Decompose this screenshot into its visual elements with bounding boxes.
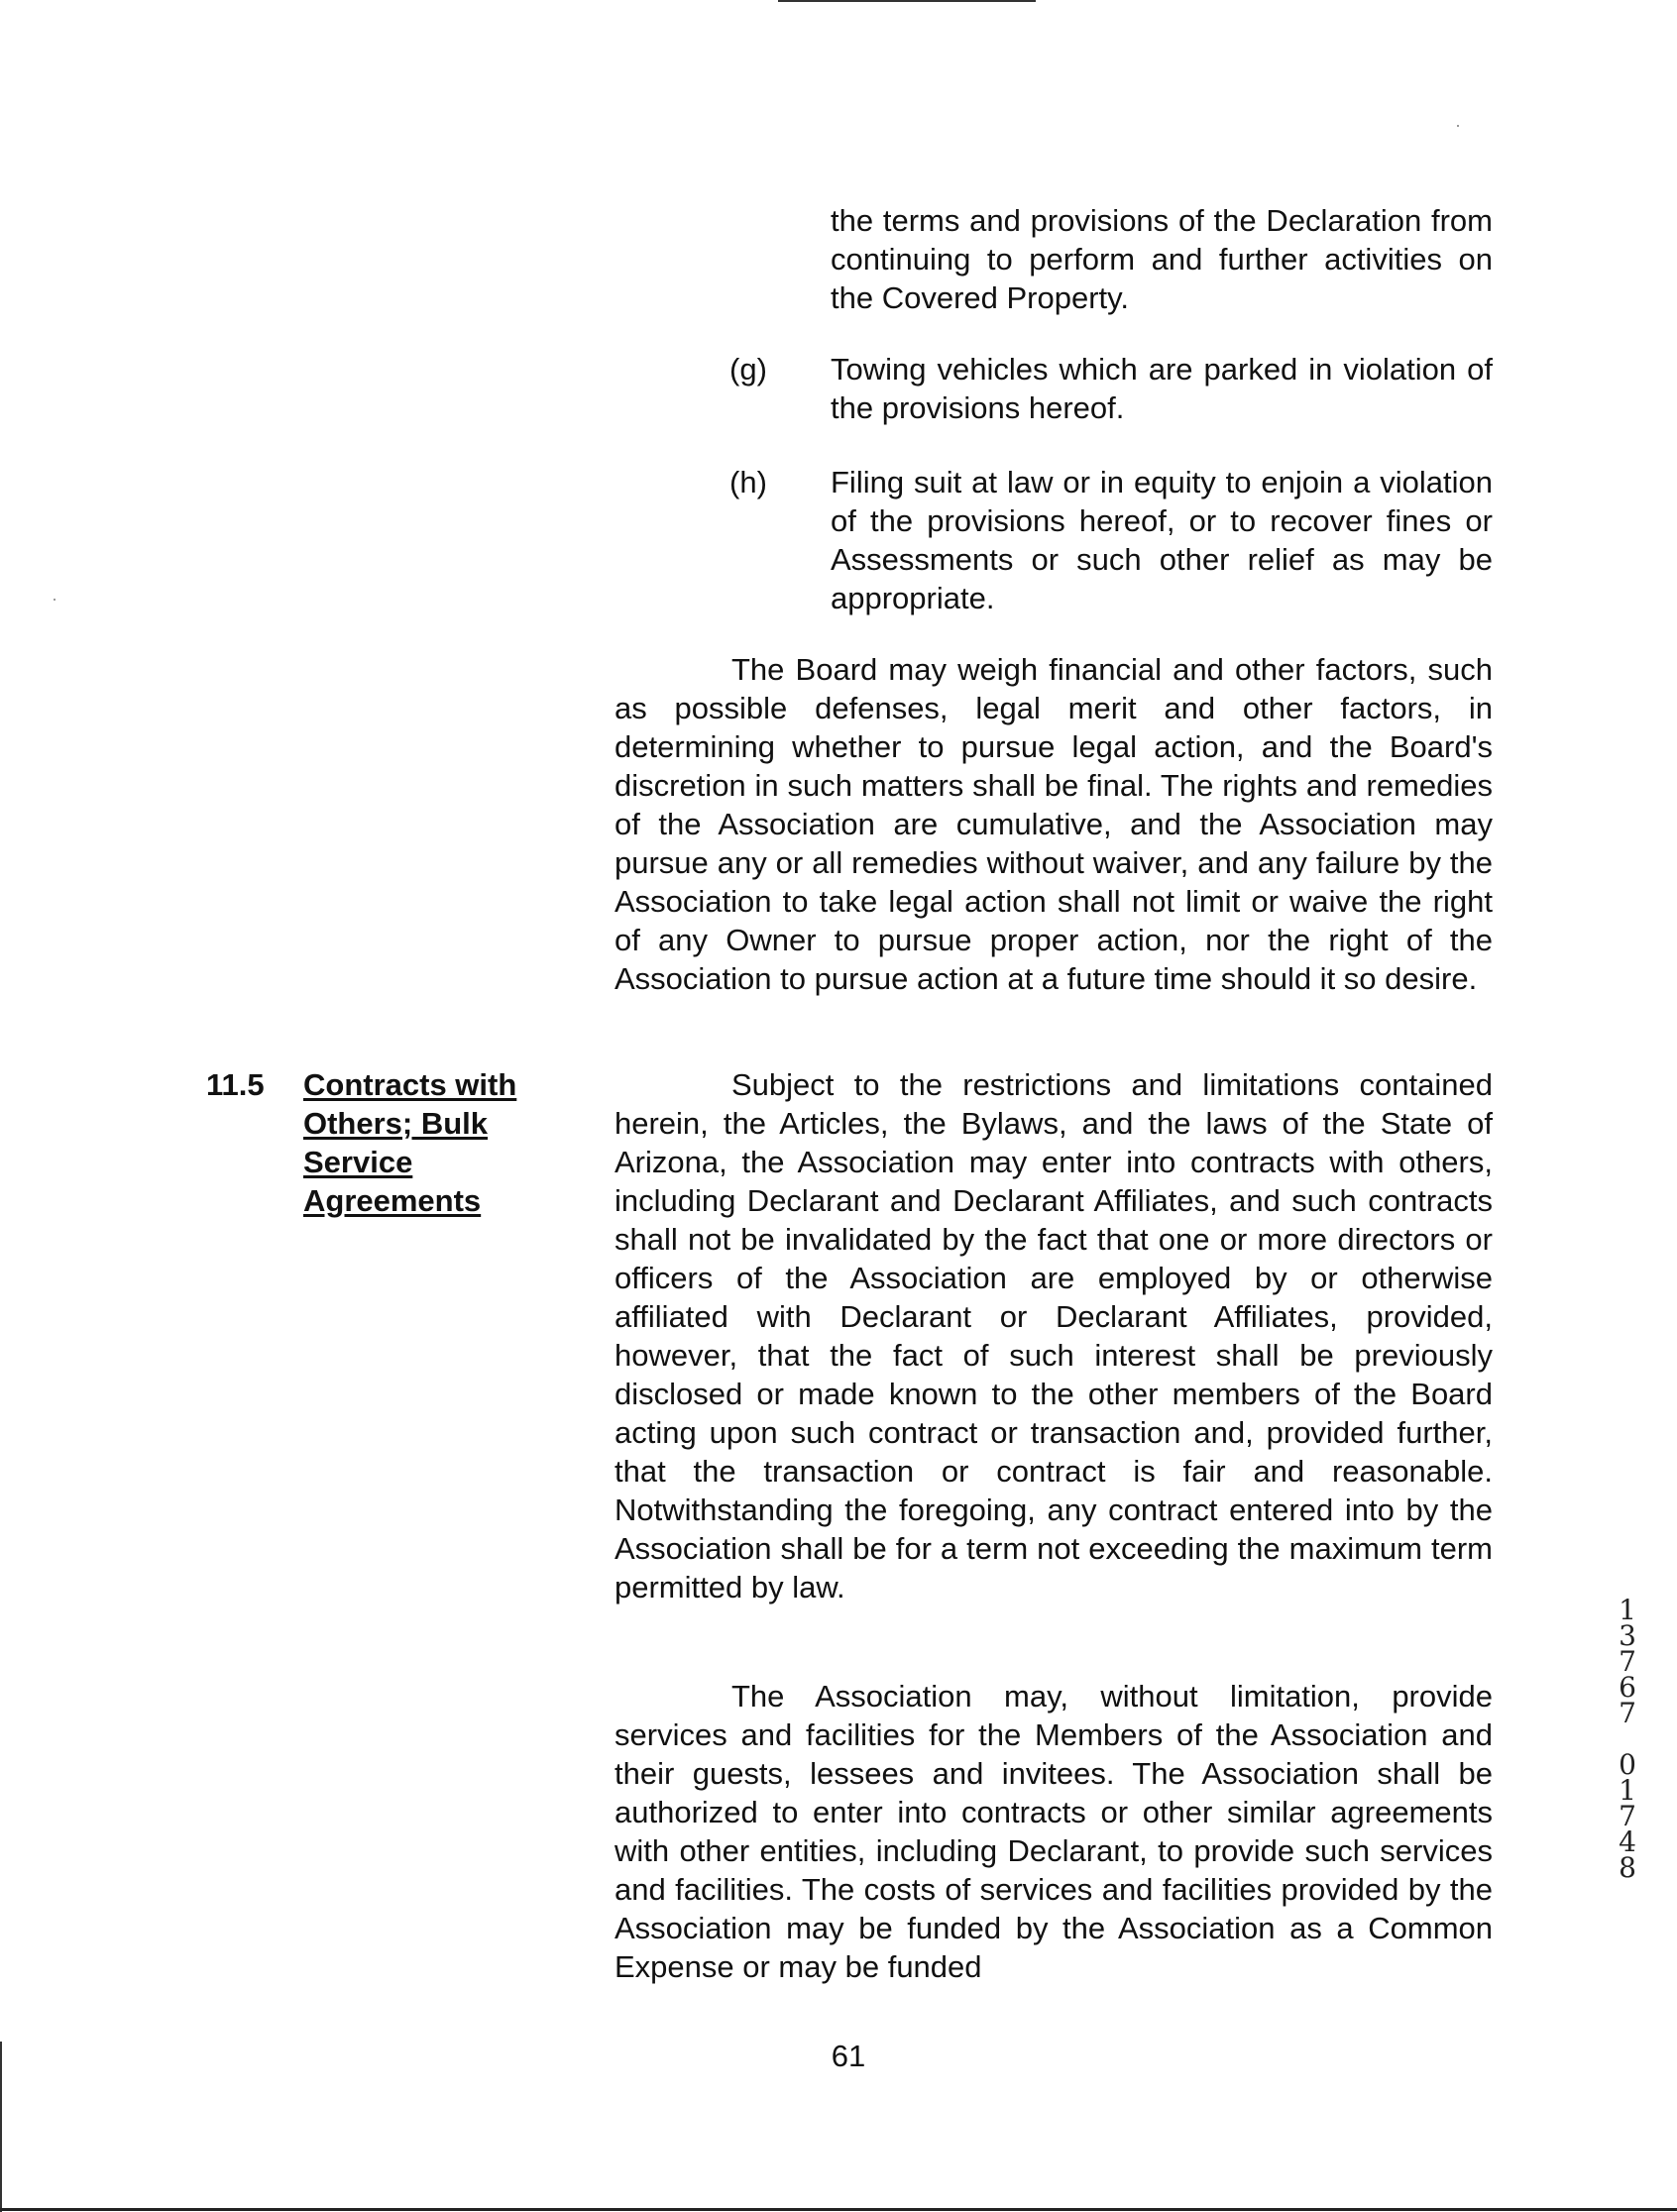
list-item-text: Towing vehicles which are parked in violation of the provisions hereof.	[831, 352, 1493, 425]
stamp-digit: 7	[1619, 1697, 1636, 1729]
stamp-digit: 4	[1619, 1825, 1636, 1858]
board-discretion-paragraph: The Board may weigh financial and other factors, such as possible defenses, legal merit and other factors, in determining whether to pursue legal action, and the Board's discretion in such matters shall be final. The rights and remedies of the Association are cumulative, and the Association may pursue any or all remedies without waiver, and any failure by the Association to take legal action shall not limit or waive the right of any Owner to pursue proper action, nor the right of the Association to pursue action at a future time should it so desire.	[615, 652, 1493, 996]
contracts-paragraph: Subject to the restrictions and limitations contained herein, the Articles, the Bylaws, and the laws of the State of Arizona, the Association may enter into contracts with others, including Declarant and Declarant Affiliates, and such contracts shall not be invalidated by the fact that one or more directors or officers of the Association are employed by or otherwise affiliated with Declarant or Declarant Affiliates, provided, however, that the fact of such interest shall be previously disclosed or made known to the other members of the Board acting upon such contract or transaction and, provided further, that the transaction or contract is fair and reasonable. Notwithstanding the foregoing, any contract entered into by the Association shall be for a term not exceeding the maximum term permitted by law.	[615, 1067, 1493, 1604]
stamp-digit: 1	[1619, 1774, 1636, 1807]
section-title: Contracts with Others; Bulk Service Agreements	[303, 1067, 517, 1218]
list-item-text: Filing suit at law or in equity to enjoin a violation of the provisions hereof, or to recover fines or Assessments or such other relief as may be appropriate.	[831, 465, 1493, 615]
page-number: 61	[831, 2039, 866, 2073]
scan-bottom-edge	[0, 2208, 1677, 2211]
scan-speck	[1457, 125, 1459, 127]
scan-top-line	[778, 0, 1036, 2]
stamp-digit: 0	[1619, 1748, 1636, 1781]
stamp-digit: 6	[1619, 1671, 1636, 1704]
stamp-digit: 3	[1619, 1619, 1636, 1652]
stamp-digit: 7	[1619, 1645, 1636, 1678]
stamp-digit: 7	[1619, 1800, 1636, 1832]
section-number: 11.5	[206, 1067, 265, 1102]
list-item-marker: (h)	[729, 465, 767, 499]
stamp-digit: 8	[1619, 1851, 1636, 1884]
services-paragraph: The Association may, without limitation, provide services and facilities for the Members of the Association and their guests, lessees and invitees. The Association shall be authorized to enter into contracts or other similar agreements with other entities, including Declarant, to provide such services and facilities. The costs of services and facilities provided by the Association may be funded by the Association as a Common Expense or may be funded	[615, 1679, 1493, 1984]
stamp-digit: 1	[1619, 1594, 1636, 1626]
list-item-marker: (g)	[729, 352, 767, 387]
scan-speck	[54, 599, 56, 601]
continued-paragraph: the terms and provisions of the Declaration from continuing to perform and further activities on the Covered Property.	[831, 203, 1493, 315]
recording-stamp	[1608, 1594, 1647, 1884]
